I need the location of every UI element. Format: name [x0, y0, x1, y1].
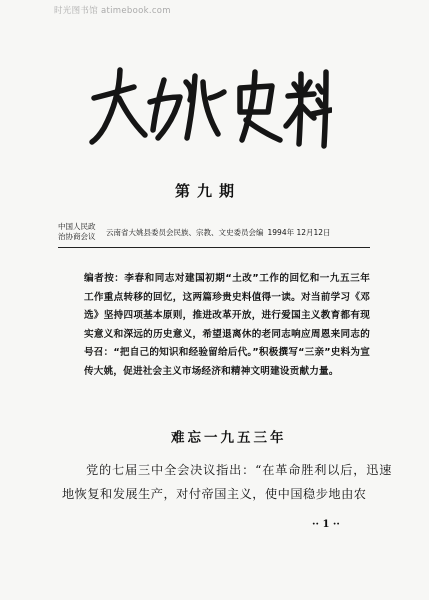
editor-note: 编者按：李春和同志对建国初期“土改”工作的回忆和一九五三年工作重点转移的回忆，这两篇珍贵史料值得一读。对当前学习《邓选》坚持四项基本原则，推进改革开放，进行爱国主义教育都有现实意义和深远的历史意义，希望退离休的老同志响应周恩来同志的号召：“把自己的知识和经验留给后代。”积极撰写“三亲”史料为宣传大姚，促进社会主义市场经济和精神文明建设贡献力量。 [84, 273, 370, 377]
masthead-calligraphy-logo [82, 62, 332, 157]
page-number: ·· 1 ·· [312, 519, 340, 530]
publisher-committee [106, 227, 331, 238]
publisher-org-stack [58, 222, 96, 241]
publisher-org-line-2: 治协商会议 [58, 231, 96, 241]
publisher-org-rest: 云南省大姚县委员会民族、宗教、文史委员会编 [106, 228, 264, 237]
issue-number: 第九期 [175, 182, 242, 200]
publisher-org-line-1: 中国人民政 [58, 222, 96, 231]
publication-date: 1994年 12月12日 [267, 228, 331, 237]
article-body: 党的七届三中全会决议指出：“在革命胜利以后，迅速地恢复和发展生产，对付帝国主义，使中国稳步地由农 [62, 463, 392, 501]
article-title: 难忘一九五三年 [171, 430, 287, 446]
header-divider [58, 247, 370, 248]
watermark: 时光图书馆 atimebook.com [54, 6, 171, 16]
publisher-line [58, 222, 368, 246]
